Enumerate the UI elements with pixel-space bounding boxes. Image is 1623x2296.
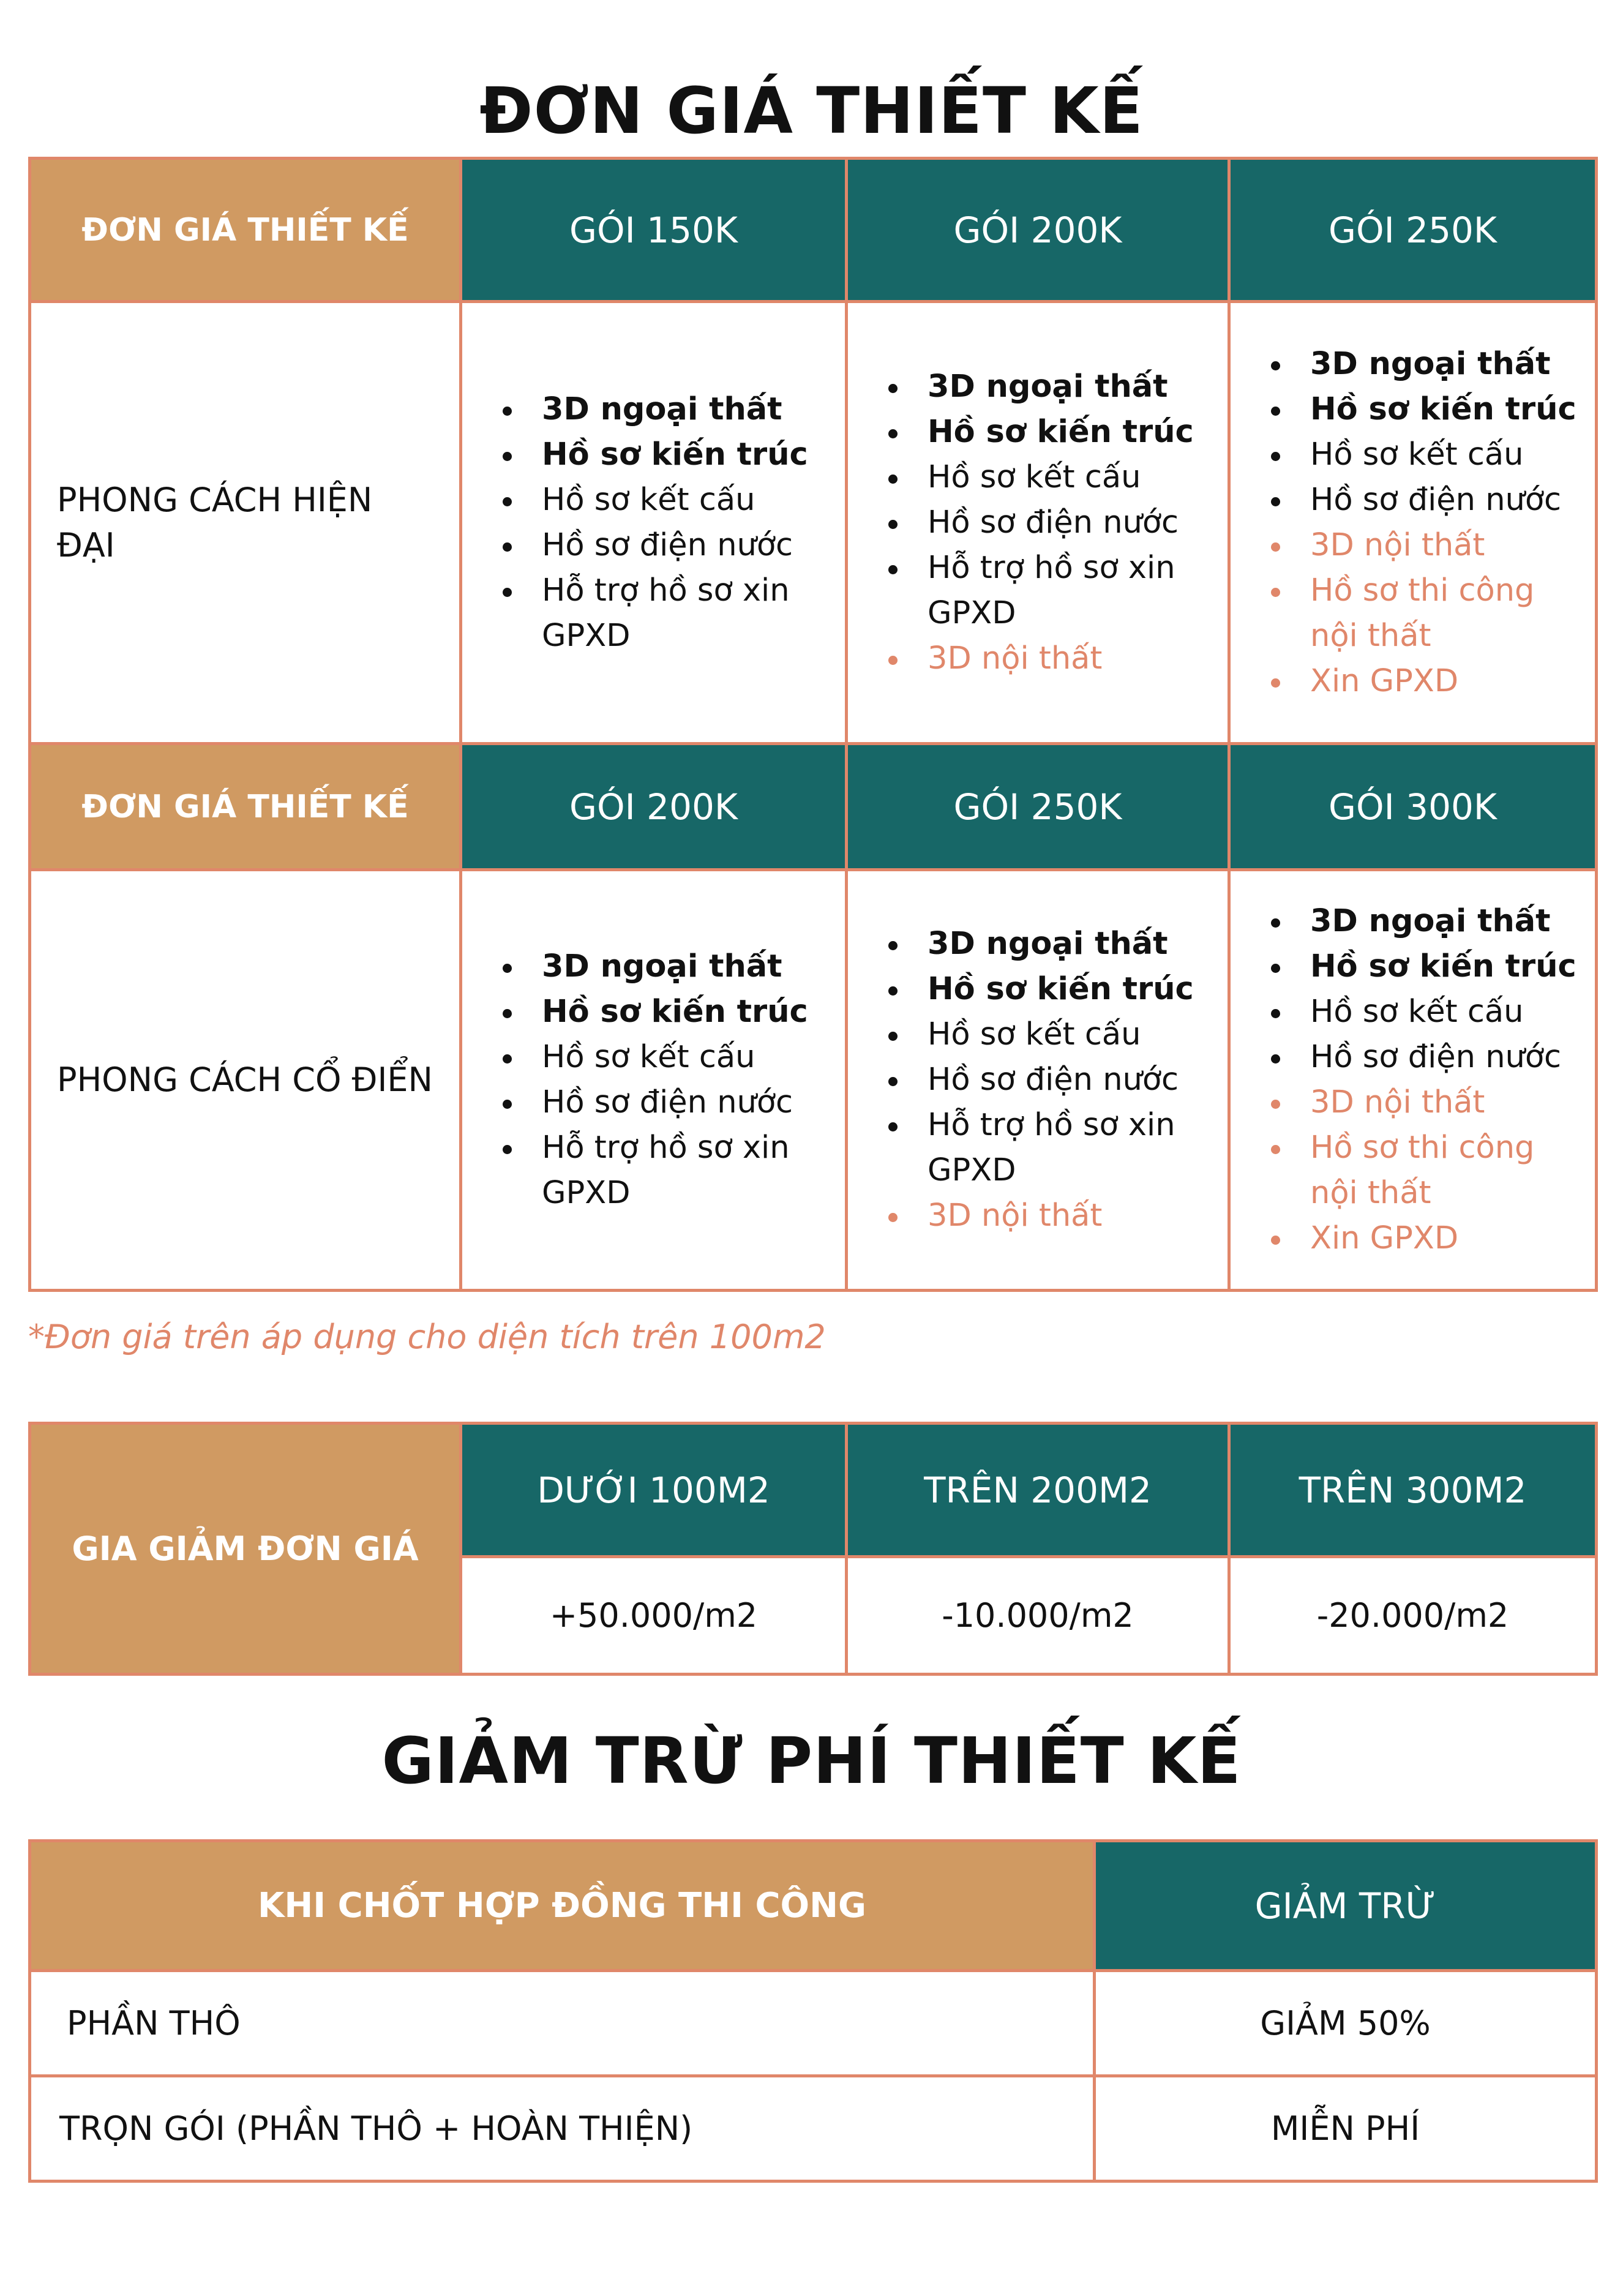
- feature-list: [1267, 899, 1576, 1261]
- feature-list: [499, 387, 826, 659]
- reduction-row: [30, 1971, 1597, 2076]
- pricing-row-modern: [30, 302, 1597, 744]
- feature-item: Hồ sơ kiến trúc: [1267, 944, 1576, 989]
- feature-item-extra: Xin GPXD: [1267, 1216, 1576, 1261]
- feature-item: 3D ngoại thất: [885, 921, 1209, 967]
- feature-item-extra: Hồ sơ thi công nội thất: [1267, 568, 1576, 659]
- feature-list: [1267, 342, 1576, 704]
- pricing-row-classic: [30, 870, 1597, 1291]
- pricing-header-label: ĐƠN GIÁ THIẾT KẾ: [30, 159, 461, 302]
- area-range-header: TRÊN 200M2: [847, 1424, 1229, 1557]
- page-title: ĐƠN GIÁ THIẾT KẾ: [479, 73, 1144, 148]
- area-range-header: DƯỚI 100M2: [461, 1424, 847, 1557]
- feature-item: Hồ sơ kết cấu: [1267, 989, 1576, 1035]
- feature-item: Hồ sơ kiến trúc: [499, 432, 826, 478]
- package-features: [847, 870, 1229, 1291]
- feature-item-extra: 3D nội thất: [1267, 523, 1576, 568]
- feature-item: Hồ sơ kiến trúc: [1267, 387, 1576, 432]
- feature-item: 3D ngoại thất: [1267, 899, 1576, 944]
- area-range-header: TRÊN 300M2: [1229, 1424, 1597, 1557]
- feature-item-extra: 3D nội thất: [885, 1193, 1209, 1239]
- feature-item-extra: Xin GPXD: [1267, 659, 1576, 704]
- feature-item: Hỗ trợ hồ sơ xin GPXD: [885, 1103, 1209, 1193]
- feature-list: [885, 364, 1209, 681]
- feature-item: Hồ sơ kiến trúc: [885, 410, 1209, 455]
- package-header: GÓI 200K: [461, 744, 847, 870]
- feature-item: Hỗ trợ hồ sơ xin GPXD: [499, 568, 826, 659]
- package-header: GÓI 150K: [461, 159, 847, 302]
- feature-item-extra: 3D nội thất: [1267, 1080, 1576, 1125]
- adjustment-label: GIA GIẢM ĐƠN GIÁ: [30, 1424, 461, 1675]
- feature-item-extra: 3D nội thất: [885, 636, 1209, 681]
- package-features: [461, 302, 847, 744]
- adjustment-value: -10.000/m2: [847, 1557, 1229, 1675]
- package-header: GÓI 250K: [1229, 159, 1597, 302]
- adjustment-table: [28, 1422, 1598, 1676]
- package-features: [847, 302, 1229, 744]
- reduction-amount: GIẢM 50%: [1095, 1971, 1597, 2076]
- reduction-condition: TRỌN GÓI (PHẦN THÔ + HOÀN THIỆN): [30, 2076, 1095, 2182]
- feature-item-extra: Hồ sơ thi công nội thất: [1267, 1125, 1576, 1216]
- pricing-header-label: ĐƠN GIÁ THIẾT KẾ: [30, 744, 461, 870]
- feature-list: [499, 944, 826, 1216]
- feature-item: Hồ sơ điện nước: [885, 500, 1209, 546]
- reduction-table: [28, 1839, 1598, 2183]
- feature-item: Hồ sơ kết cấu: [885, 455, 1209, 500]
- pricing-table: [28, 157, 1598, 1292]
- feature-item: Hồ sơ điện nước: [1267, 478, 1576, 523]
- feature-item: Hồ sơ điện nước: [885, 1057, 1209, 1103]
- feature-item: 3D ngoại thất: [499, 387, 826, 432]
- package-header: GÓI 200K: [847, 159, 1229, 302]
- pricing-header-row: [30, 159, 1597, 302]
- area-note: *Đơn giá trên áp dụng cho diện tích trên 100m2: [28, 1318, 826, 1356]
- pricing-header-row: [30, 744, 1597, 870]
- feature-item: Hồ sơ điện nước: [499, 1080, 826, 1125]
- reduction-amount: MIỄN PHÍ: [1095, 2076, 1597, 2182]
- package-features: [1229, 870, 1597, 1291]
- package-features: [461, 870, 847, 1291]
- reduction-row: [30, 2076, 1597, 2182]
- reduction-condition-header: KHI CHỐT HỢP ĐỒNG THI CÔNG: [30, 1841, 1095, 1971]
- feature-item: Hồ sơ điện nước: [499, 523, 826, 568]
- feature-item: Hồ sơ kết cấu: [1267, 432, 1576, 478]
- feature-item: Hỗ trợ hồ sơ xin GPXD: [885, 546, 1209, 636]
- adjustment-header-row: [30, 1424, 1597, 1557]
- package-header: GÓI 300K: [1229, 744, 1597, 870]
- feature-item: 3D ngoại thất: [885, 364, 1209, 410]
- package-features: [1229, 302, 1597, 744]
- package-header: GÓI 250K: [847, 744, 1229, 870]
- feature-item: Hồ sơ kết cấu: [499, 478, 826, 523]
- feature-item: Hồ sơ kiến trúc: [885, 967, 1209, 1012]
- reduction-amount-header: GIẢM TRỪ: [1095, 1841, 1597, 1971]
- reduction-header-row: [30, 1841, 1597, 1971]
- feature-item: 3D ngoại thất: [1267, 342, 1576, 387]
- section-title: GIẢM TRỪ PHÍ THIẾT KẾ: [381, 1724, 1242, 1798]
- adjustment-value: -20.000/m2: [1229, 1557, 1597, 1675]
- style-name: PHONG CÁCH CỔ ĐIỂN: [30, 870, 461, 1291]
- feature-item: Hỗ trợ hồ sơ xin GPXD: [499, 1125, 826, 1216]
- feature-item: Hồ sơ kiến trúc: [499, 989, 826, 1035]
- adjustment-value: +50.000/m2: [461, 1557, 847, 1675]
- feature-item: 3D ngoại thất: [499, 944, 826, 989]
- style-name: PHONG CÁCH HIỆN ĐẠI: [30, 302, 461, 744]
- feature-list: [885, 921, 1209, 1239]
- feature-item: Hồ sơ kết cấu: [885, 1012, 1209, 1057]
- reduction-condition: PHẦN THÔ: [30, 1971, 1095, 2076]
- feature-item: Hồ sơ kết cấu: [499, 1035, 826, 1080]
- feature-item: Hồ sơ điện nước: [1267, 1035, 1576, 1080]
